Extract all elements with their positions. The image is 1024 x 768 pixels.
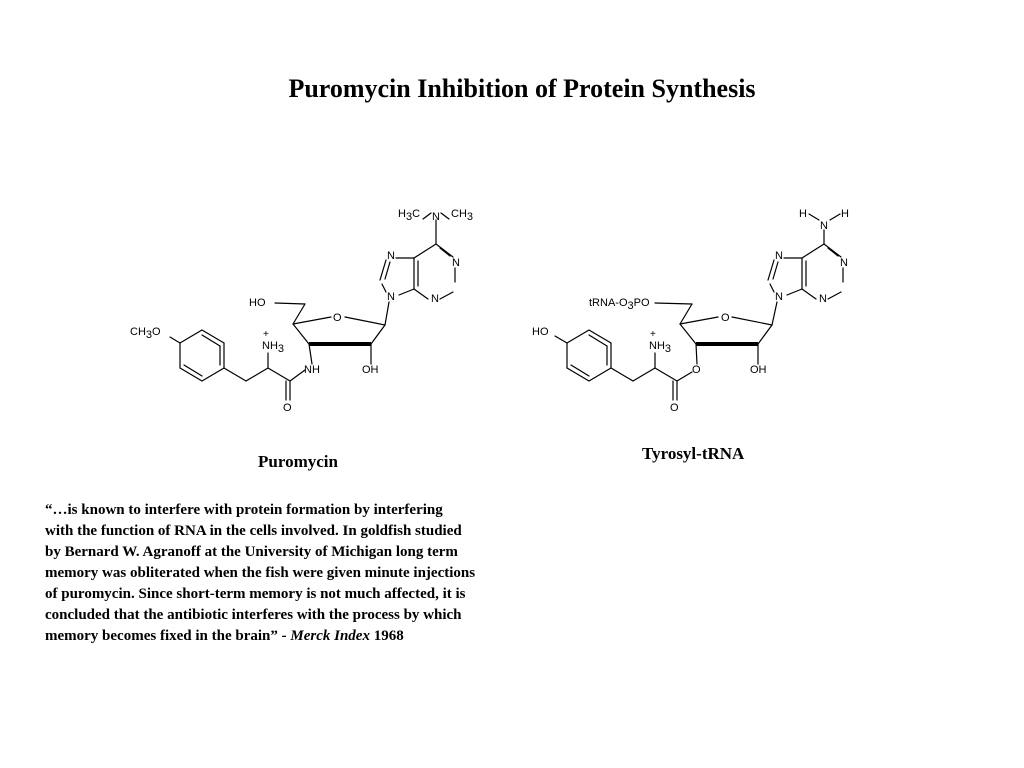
tyrosyl-trna-caption: Tyrosyl-tRNA bbox=[642, 444, 745, 463]
quote-year: 1968 bbox=[369, 628, 404, 644]
oh-label: OH bbox=[750, 364, 767, 376]
quote-last-line-text: memory becomes fixed in the brain” - bbox=[45, 628, 291, 644]
plus-charge: + bbox=[650, 329, 656, 340]
n3-label: N bbox=[819, 293, 827, 305]
amino-n-label: N bbox=[820, 220, 828, 232]
ho-label: HO bbox=[532, 326, 549, 338]
slide-title: Puromycin Inhibition of Protein Synthesis bbox=[288, 74, 756, 103]
n7-label: N bbox=[387, 250, 395, 262]
carbonyl-o-label: O bbox=[283, 402, 292, 414]
ring-o-label: O bbox=[721, 312, 730, 324]
dimethyl-n-label: N bbox=[432, 211, 440, 223]
trna-phosphate-label: tRNA-O3PO bbox=[589, 297, 650, 312]
quote-last-line bbox=[45, 626, 565, 647]
ring-o-label: O bbox=[333, 312, 342, 324]
quote-line: by Bernard W. Agranoff at the University of Michigan long term bbox=[45, 544, 458, 560]
h3c-label: H3C bbox=[398, 208, 421, 223]
amino-h-left-label: H bbox=[799, 208, 807, 220]
ester-o-label: O bbox=[692, 364, 701, 376]
ho-label: HO bbox=[249, 297, 266, 309]
nh3-label: NH3 bbox=[262, 340, 285, 355]
n1-label: N bbox=[452, 257, 460, 269]
nh3-label: NH3 bbox=[649, 340, 672, 355]
amino-h-right-label: H bbox=[841, 208, 849, 220]
quote-line: “…is known to interfere with protein formation by interfering bbox=[45, 502, 443, 518]
quote-line: with the function of RNA in the cells involved. In goldfish studied bbox=[45, 523, 462, 539]
n7-label: N bbox=[775, 250, 783, 262]
nh-label: NH bbox=[304, 364, 320, 376]
quote-line: of puromycin. Since short-term memory is not much affected, it is bbox=[45, 586, 466, 602]
quote-line: memory was obliterated when the fish were given minute injections bbox=[45, 565, 476, 581]
oh-label: OH bbox=[362, 364, 379, 376]
ch3-label: CH3 bbox=[451, 208, 474, 223]
quote-source: Merck Index bbox=[290, 628, 370, 644]
n9-label: N bbox=[387, 291, 395, 303]
puromycin-caption: Puromycin bbox=[258, 452, 338, 471]
quote-line: concluded that the antibiotic interferes with the process by which bbox=[45, 607, 462, 623]
plus-charge: + bbox=[263, 329, 269, 340]
carbonyl-o-label: O bbox=[670, 402, 679, 414]
n9-label: N bbox=[775, 291, 783, 303]
n1-label: N bbox=[840, 257, 848, 269]
merck-index-quote bbox=[45, 500, 565, 647]
n3-label: N bbox=[431, 293, 439, 305]
ch3o-label: CH3O bbox=[130, 326, 161, 341]
